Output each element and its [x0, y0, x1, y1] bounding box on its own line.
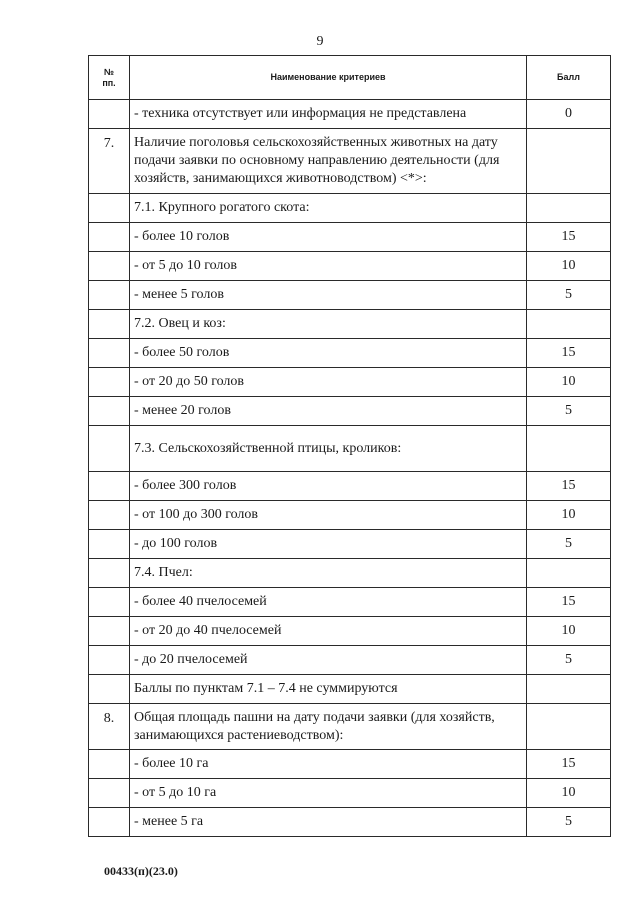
- document-code: 00433(п)(23.0): [104, 864, 178, 878]
- table-row: [89, 472, 611, 501]
- criterion-score: [527, 426, 611, 472]
- table-row: [89, 397, 611, 426]
- criterion-score: 10: [527, 617, 611, 646]
- criterion-name: Наличие поголовья сельскохозяйственных животных на дату подачи заявки по основному направлению деятельности (для хозяйств, занимающихся животноводством) <*>:: [130, 129, 527, 194]
- criterion-score: 15: [527, 750, 611, 779]
- table-row: [89, 100, 611, 129]
- row-number: [89, 426, 130, 472]
- table-row: [89, 426, 611, 472]
- criterion-score: 5: [527, 281, 611, 310]
- row-number: [89, 675, 130, 704]
- criterion-name: - более 40 пчелосемей: [130, 588, 527, 617]
- row-number: [89, 472, 130, 501]
- table-row: [89, 750, 611, 779]
- table-row: [89, 129, 611, 194]
- row-number: [89, 281, 130, 310]
- row-number: [89, 617, 130, 646]
- row-number: [89, 194, 130, 223]
- criterion-name: 7.1. Крупного рогатого скота:: [130, 194, 527, 223]
- row-number: [89, 252, 130, 281]
- criterion-score: 15: [527, 588, 611, 617]
- criterion-score: [527, 310, 611, 339]
- row-number: [89, 368, 130, 397]
- row-number: [89, 779, 130, 808]
- table-row: [89, 704, 611, 750]
- criterion-name: 7.2. Овец и коз:: [130, 310, 527, 339]
- row-number: [89, 310, 130, 339]
- table-row: [89, 646, 611, 675]
- criterion-name: - более 50 голов: [130, 339, 527, 368]
- table-row: [89, 779, 611, 808]
- table-body: [89, 100, 611, 837]
- criterion-score: 10: [527, 501, 611, 530]
- criterion-name: - от 100 до 300 голов: [130, 501, 527, 530]
- row-number: [89, 501, 130, 530]
- table-header-row: [89, 56, 611, 100]
- criterion-name: Баллы по пунктам 7.1 – 7.4 не суммируются: [130, 675, 527, 704]
- criterion-score: [527, 675, 611, 704]
- table-row: [89, 281, 611, 310]
- table-row: [89, 368, 611, 397]
- row-number: [89, 223, 130, 252]
- criterion-name: - менее 20 голов: [130, 397, 527, 426]
- criterion-score: [527, 194, 611, 223]
- criterion-name: 7.3. Сельскохозяйственной птицы, кроликов:: [130, 426, 527, 472]
- table-row: [89, 223, 611, 252]
- criterion-name: - до 100 голов: [130, 530, 527, 559]
- table-row: [89, 194, 611, 223]
- header-num: № пп.: [89, 56, 130, 100]
- criterion-score: 5: [527, 530, 611, 559]
- row-number: [89, 646, 130, 675]
- criterion-name: - от 20 до 40 пчелосемей: [130, 617, 527, 646]
- criteria-table: [88, 55, 611, 837]
- criterion-name: Общая площадь пашни на дату подачи заявки (для хозяйств, занимающихся растениеводством):: [130, 704, 527, 750]
- row-number: [89, 530, 130, 559]
- row-number: [89, 339, 130, 368]
- criterion-score: 0: [527, 100, 611, 129]
- row-number: [89, 588, 130, 617]
- row-number: 7.: [89, 129, 130, 194]
- criterion-name: - от 5 до 10 голов: [130, 252, 527, 281]
- table-row: [89, 501, 611, 530]
- criterion-name: - менее 5 га: [130, 808, 527, 837]
- criterion-name: - до 20 пчелосемей: [130, 646, 527, 675]
- table-row: [89, 310, 611, 339]
- page-number: 9: [316, 34, 324, 49]
- criterion-score: 5: [527, 397, 611, 426]
- row-number: [89, 808, 130, 837]
- row-number: [89, 559, 130, 588]
- criterion-score: [527, 704, 611, 750]
- criterion-score: 10: [527, 368, 611, 397]
- criterion-score: 15: [527, 223, 611, 252]
- criterion-score: 5: [527, 808, 611, 837]
- criterion-name: - от 20 до 50 голов: [130, 368, 527, 397]
- header-score: Балл: [527, 56, 611, 100]
- criterion-score: [527, 559, 611, 588]
- header-name: Наименование критериев: [130, 56, 527, 100]
- criterion-name: - менее 5 голов: [130, 281, 527, 310]
- criterion-score: 15: [527, 339, 611, 368]
- criterion-name: 7.4. Пчел:: [130, 559, 527, 588]
- row-number: [89, 750, 130, 779]
- row-number: 8.: [89, 704, 130, 750]
- row-number: [89, 100, 130, 129]
- table-row: [89, 588, 611, 617]
- table-row: [89, 252, 611, 281]
- criterion-score: 15: [527, 472, 611, 501]
- criterion-score: [527, 129, 611, 194]
- criterion-score: 10: [527, 252, 611, 281]
- table-row: [89, 617, 611, 646]
- criterion-name: - более 10 га: [130, 750, 527, 779]
- row-number: [89, 397, 130, 426]
- criterion-name: - от 5 до 10 га: [130, 779, 527, 808]
- table-row: [89, 559, 611, 588]
- table-row: [89, 339, 611, 368]
- criterion-score: 5: [527, 646, 611, 675]
- criterion-name: - более 10 голов: [130, 223, 527, 252]
- criterion-score: 10: [527, 779, 611, 808]
- table-row: [89, 808, 611, 837]
- criterion-name: - более 300 голов: [130, 472, 527, 501]
- table-row: [89, 675, 611, 704]
- criterion-name: - техника отсутствует или информация не представлена: [130, 100, 527, 129]
- table-row: [89, 530, 611, 559]
